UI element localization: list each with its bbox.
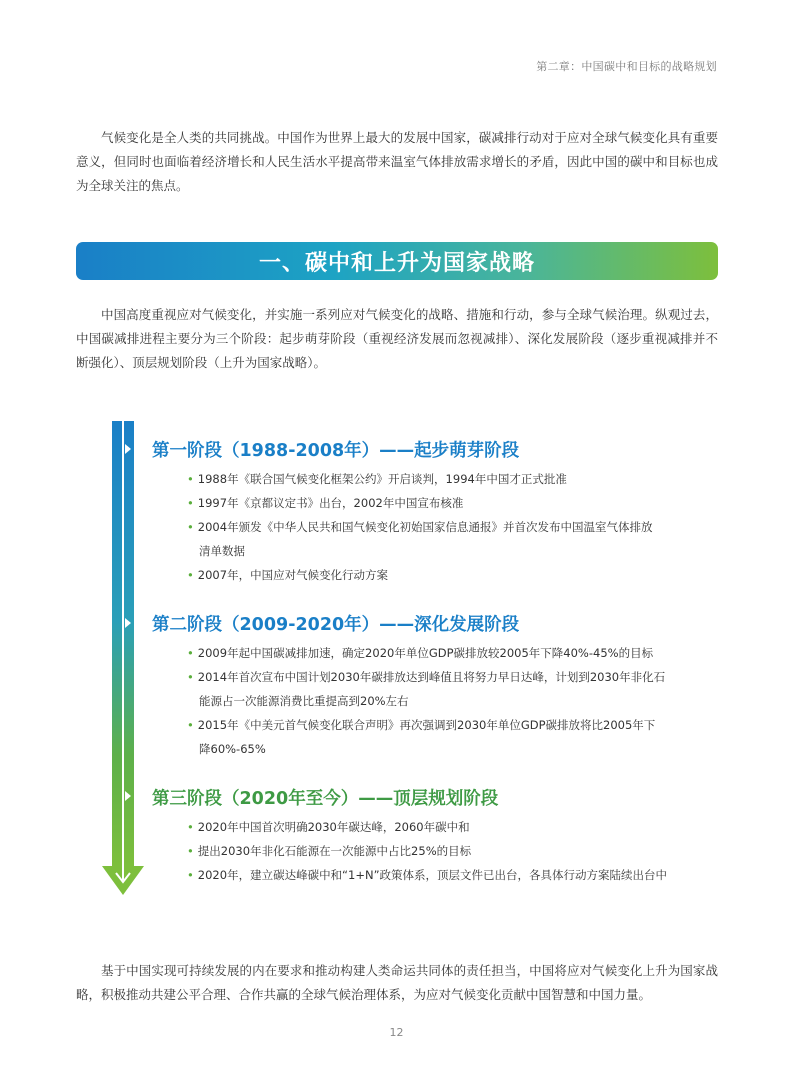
intro-paragraph <box>76 126 718 198</box>
stage-1-bullet: • 2007年，中国应对气候变化行动方案 <box>187 568 389 582</box>
timeline-inner-arrow <box>116 873 130 882</box>
stage-2-title: 第二阶段（2009-2020年）——深化发展阶段 <box>152 615 520 635</box>
timeline-shaft <box>112 421 134 866</box>
stage-1-bullet: • 1997年《京都议定书》出台，2002年中国宣布核准 <box>187 496 464 510</box>
bullet-dot: • <box>187 820 194 834</box>
stage-3-bullet: • 提出2030年非化石能源在一次能源中占比25%的目标 <box>187 844 472 858</box>
timeline-arrowhead <box>102 866 144 895</box>
page-number: 12 <box>389 1026 404 1039</box>
conclusion-paragraph <box>76 959 718 1007</box>
stage-2-bullet: • 2014年首次宣布中国计划2030年碳排放达到峰值且将努力早日达峰，计划到2030年非化石 能源占一次能源消费比重提高到20%左右 <box>187 670 666 708</box>
stage-3-title: 第三阶段（2020年至今）——顶层规划阶段 <box>152 789 499 809</box>
bullet-dot: • <box>187 718 194 732</box>
conclusion-text: 基于中国实现可持续发展的内在要求和推动构建人类命运共同体的责任担当，中国将应对气候变化上升为国家战略，积极推动共建公平合理、合作共赢的全球气候治理体系，为应对气候变化贡献中国智慧和中国力量。 <box>76 963 718 1002</box>
bullet-dot: • <box>187 520 194 534</box>
bullet-dot: • <box>187 472 194 486</box>
chapter-header: 第二章：中国碳中和目标的战略规划 <box>536 60 717 73</box>
bullet-dot: • <box>187 496 194 510</box>
overview-paragraph <box>76 303 718 375</box>
stage-3-bullet: • 2020年中国首次明确2030年碳达峰，2060年碳中和 <box>187 820 470 834</box>
section-title: 一、碳中和上升为国家战略 <box>258 250 535 276</box>
bullet-dot: • <box>187 670 194 684</box>
stage-2-marker <box>125 618 131 628</box>
stage-2-bullet: • 2015年《中美元首气候变化联合声明》再次强调到2030年单位GDP碳排放将比2005年下 降60%-65% <box>187 718 656 756</box>
bullet-dot: • <box>187 646 194 660</box>
bullet-dot: • <box>187 568 194 582</box>
bullet-dot: • <box>187 868 194 882</box>
intro-text: 气候变化是全人类的共同挑战。中国作为世界上最大的发展中国家，碳减排行动对于应对全球气候变化具有重要意义，但同时也面临着经济增长和人民生活水平提高带来温室气体排放需求增长的矛盾，因此中国的碳中和目标也成为全球关注的焦点。 <box>76 130 718 193</box>
stage-2-bullet: • 2009年起中国碳减排加速，确定2020年单位GDP碳排放较2005年下降40%-45%的目标 <box>187 646 654 660</box>
stage-3-bullet: • 2020年，建立碳达峰碳中和“1+N”政策体系，顶层文件已出台，各具体行动方案陆续出台中 <box>187 868 668 882</box>
stage-1-title: 第一阶段（1988-2008年）——起步萌芽阶段 <box>152 441 520 461</box>
section-banner <box>76 242 718 280</box>
bullet-dot: • <box>187 844 194 858</box>
stage-3-marker <box>125 791 131 801</box>
stage-1-bullet: • 1988年《联合国气候变化框架公约》开启谈判，1994年中国才正式批准 <box>187 472 567 486</box>
stage-1-bullet: • 2004年颁发《中华人民共和国气候变化初始国家信息通报》并首次发布中国温室气体排放 清单数据 <box>187 520 653 558</box>
overview-text: 中国高度重视应对气候变化，并实施一系列应对气候变化的战略、措施和行动，参与全球气候治理。纵观过去，中国碳减排进程主要分为三个阶段：起步萌芽阶段（重视经济发展而忽视减排）、深化发展阶段（逐步重视减排并不断强化）、顶层规划阶段（上升为国家战略）。 <box>76 307 718 370</box>
stage-1-marker <box>125 444 131 454</box>
